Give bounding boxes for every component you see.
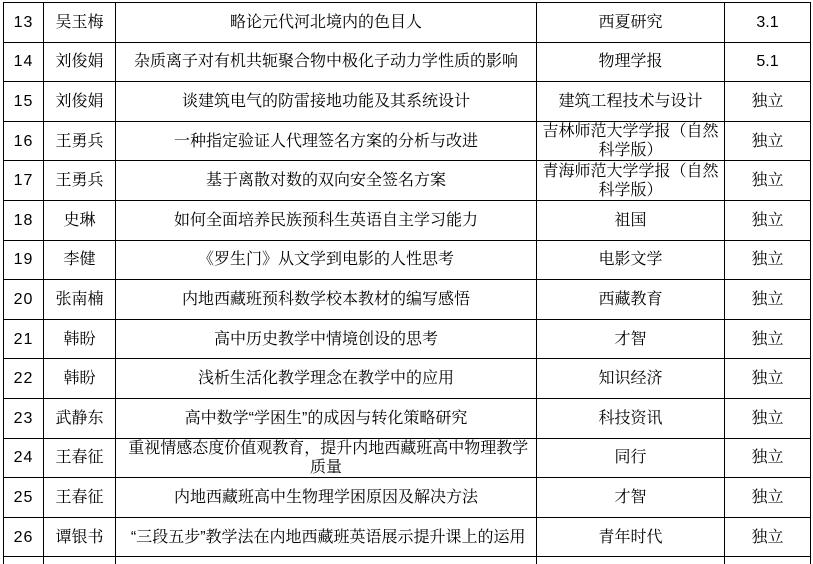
cell-title [116,557,537,564]
table-row [4,438,811,478]
table-row [4,517,811,557]
cell-index: 25 [4,478,44,518]
table-row [4,280,811,320]
cell-journal: 物理学报 [537,42,725,82]
cell-status: 独立 [725,200,811,240]
cell-author: 刘俊娟 [44,82,116,122]
cell-author: 谭银书 [44,517,116,557]
cell-title: 《罗生门》从文学到电影的人性思考 [116,240,537,280]
cell-title: 杂质离子对有机共轭聚合物中极化子动力学性质的影响 [116,42,537,82]
cell-journal: 电影文学 [537,240,725,280]
cell-status: 独立 [725,121,811,161]
cell-status: 独立 [725,517,811,557]
cell-author: 王春征 [44,478,116,518]
cell-index: 23 [4,398,44,438]
table-row [4,478,811,518]
cell-status: 独立 [725,161,811,201]
table-row [4,82,811,122]
cell-title: 略论元代河北境内的色目人 [116,3,537,43]
cell-status: 独立 [725,280,811,320]
cell-author: 史琳 [44,200,116,240]
cell-title: 浅析生活化教学理念在教学中的应用 [116,359,537,399]
cell-author: 张南楠 [44,280,116,320]
cell-status: 独立 [725,438,811,478]
cell-status: 5.1 [725,42,811,82]
cell-title: “三段五步”教学法在内地西藏班英语展示提升课上的运用 [116,517,537,557]
table-row [4,359,811,399]
cell-journal: 西藏教育 [537,280,725,320]
table-row-partial [4,557,811,564]
cell-index: 19 [4,240,44,280]
cell-title: 重视情感态度价值观教育，提升内地西藏班高中物理教学质量 [116,438,537,478]
table-row [4,42,811,82]
cell-author: 武静东 [44,398,116,438]
cell-journal: 吉林师范大学学报（自然科学版） [537,121,725,161]
cell-title: 一种指定验证人代理签名方案的分析与改进 [116,121,537,161]
cell-journal: 青年时代 [537,517,725,557]
cell-journal: 才智 [537,478,725,518]
cell-journal: 科技资讯 [537,398,725,438]
cell-index: 15 [4,82,44,122]
cell-index: 14 [4,42,44,82]
cell-index: 13 [4,3,44,43]
cell-status: 3.1 [725,3,811,43]
table-row [4,200,811,240]
cell-index: 22 [4,359,44,399]
cell-index: 21 [4,319,44,359]
cell-title: 基于离散对数的双向安全签名方案 [116,161,537,201]
cell-title: 谈建筑电气的防雷接地功能及其系统设计 [116,82,537,122]
cell-index [4,557,44,564]
cell-author: 吴玉梅 [44,3,116,43]
table-row [4,398,811,438]
cell-journal: 才智 [537,319,725,359]
publications-table [3,2,811,564]
cell-journal: 建筑工程技术与设计 [537,82,725,122]
cell-status: 独立 [725,398,811,438]
cell-journal: 知识经济 [537,359,725,399]
cell-author: 王春征 [44,438,116,478]
cell-journal [537,557,725,564]
cell-journal: 西夏研究 [537,3,725,43]
cell-index: 17 [4,161,44,201]
cell-status: 独立 [725,82,811,122]
cell-journal: 同行 [537,438,725,478]
cell-author: 李健 [44,240,116,280]
cell-author: 王勇兵 [44,161,116,201]
cell-author [44,557,116,564]
cell-index: 16 [4,121,44,161]
cell-journal: 祖国 [537,200,725,240]
table-row [4,319,811,359]
cell-index: 18 [4,200,44,240]
cell-status: 独立 [725,359,811,399]
table-row [4,121,811,161]
cell-author: 韩盼 [44,359,116,399]
cell-title: 内地西藏班高中生物理学困原因及解决方法 [116,478,537,518]
cell-journal: 青海师范大学学报（自然科学版） [537,161,725,201]
cell-title: 如何全面培养民族预科生英语自主学习能力 [116,200,537,240]
cell-title: 内地西藏班预科数学校本教材的编写感悟 [116,280,537,320]
cell-status: 独立 [725,240,811,280]
cell-author: 王勇兵 [44,121,116,161]
cell-title: 高中历史教学中情境创设的思考 [116,319,537,359]
cell-index: 26 [4,517,44,557]
table-row [4,3,811,43]
cell-status: 独立 [725,319,811,359]
table-row [4,161,811,201]
cell-status [725,557,811,564]
cell-index: 20 [4,280,44,320]
cell-title: 高中数学“学困生”的成因与转化策略研究 [116,398,537,438]
cell-index: 24 [4,438,44,478]
cell-author: 刘俊娟 [44,42,116,82]
table-row [4,240,811,280]
cell-author: 韩盼 [44,319,116,359]
cell-status: 独立 [725,478,811,518]
